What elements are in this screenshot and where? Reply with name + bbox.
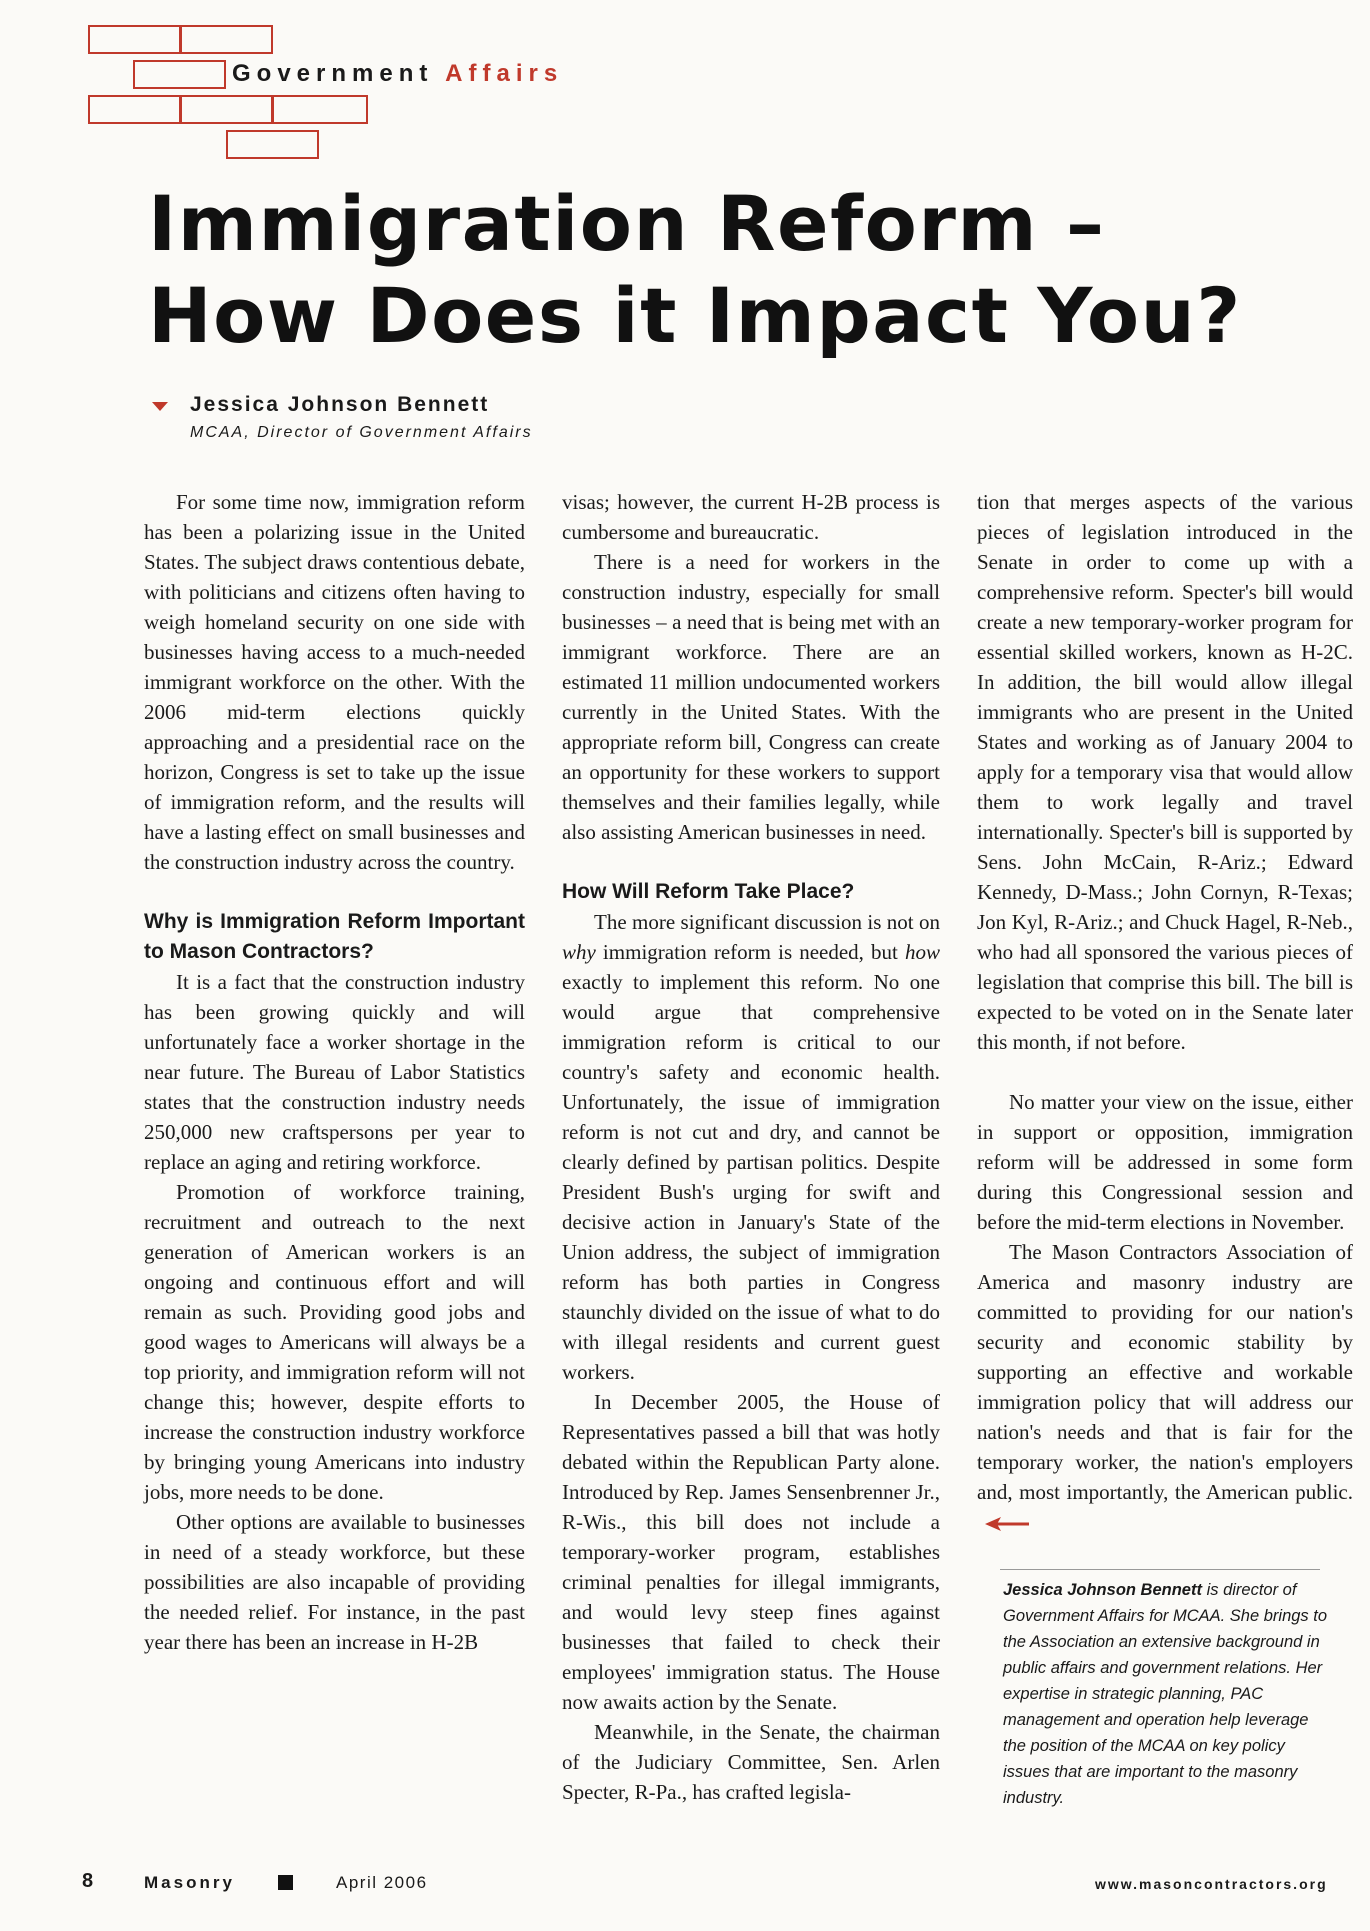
paragraph: For some time now, immigration reform has been a polarizing issue in the United States. The subject draws contentious debate, with politicians and citizens often having to weigh homeland security on one side with businesses having access to a much-needed immigrant workforce on the other. With the 2006 mid-term elections quickly approaching and a presidential race on the horizon, Congress is set to take up the issue of immigration reform, and the results will have a lasting effect on small businesses and the construction industry across the country. <box>144 490 525 874</box>
brick <box>180 25 273 54</box>
column-1 <box>144 487 525 1657</box>
page-number: 8 <box>82 1870 94 1892</box>
paragraph: Meanwhile, in the Senate, the chairman of the Judiciary Committee, Sen. Arlen Specter, R-Pa., has crafted legisla- <box>562 1720 940 1804</box>
paragraph: The more significant discussion is not on why immigration reform is needed, but how exactly to implement this reform. No one would argue that comprehensive immigration reform is critical to our country's safety and economic health. Unfortunately, the issue of immigration reform is not cut and dry, and cannot be clearly defined by partisan politics. Despite President Bush's urging for swift and decisive action in January's State of the Union address, the subject of immigration reform has both parties in Congress staunchly divided on the issue of what to do with illegal residents and current guest workers. <box>562 910 940 1384</box>
end-arrow-icon <box>985 1517 1029 1531</box>
brick <box>88 95 181 124</box>
subheading: How Will Reform Take Place? <box>562 880 855 903</box>
emphasis-why: why <box>562 940 596 964</box>
brick <box>180 95 273 124</box>
bio-divider <box>1000 1569 1320 1570</box>
paragraph: In December 2005, the House of Representatives passed a bill that was hotly debated within the Republican Party alone. Introduced by Rep. James Sensenbrenner Jr., R-Wis., this bill does not include a temporary-worker program, establishes criminal penalties for illegal immigrants, and would levy steep fines against businesses that failed to check their employees' immigration status. The House now awaits action by the Senate. <box>562 1390 940 1714</box>
column-3 <box>977 487 1353 1537</box>
paragraph: There is a need for workers in the construction industry, especially for small businesses – a need that is being met with an immigrant workforce. There are an estimated 11 million undocumented workers currently in the United States. With the appropriate reform bill, Congress can create an opportunity for these workers to support themselves and their families legally, while also assisting American businesses in need. <box>562 550 940 844</box>
subheading: Why is Immigration Reform Important to Mason Contractors? <box>144 910 525 963</box>
author-name: Jessica Johnson Bennett <box>190 393 490 416</box>
emphasis-how: how <box>904 940 940 964</box>
author-role: MCAA, Director of Government Affairs <box>190 424 533 441</box>
section-heading <box>232 60 563 88</box>
footer-square-icon <box>278 1875 293 1890</box>
title-line-1: Immigration Reform – <box>148 179 1106 268</box>
bio-name: Jessica Johnson Bennett <box>1003 1581 1202 1599</box>
bio-text: is director of Government Affairs for MCAA. She brings to the Association an extensive background in public affairs and government relations. Her expertise in strategic planning, PAC management and operation help leverage the position of the MCAA on key policy issues that are important to the masonry industry. <box>1003 1581 1328 1807</box>
website-url[interactable]: www.masoncontractors.org <box>1095 1876 1328 1892</box>
section-word-2: Affairs <box>445 60 564 87</box>
paragraph: The Mason Contractors Association of America and masonry industry are committed to providing for our nation's security and economic stability by supporting an effective and workable immigration policy that will address our nation's needs and that is fair for the temporary worker, the nation's employers and, most importantly, the American public. <box>977 1237 1353 1537</box>
author-bio <box>1003 1577 1333 1811</box>
brick <box>226 130 319 159</box>
brick <box>133 60 226 89</box>
title-line-2: How Does it Impact You? <box>148 271 1242 360</box>
magazine-name: Masonry <box>144 1873 235 1892</box>
brick <box>272 95 368 124</box>
paragraph: Other options are available to businesses in need of a steady workforce, but these possibilities are also incapable of providing the needed relief. For instance, in the past year there has been an increase in H-2B <box>144 1510 525 1654</box>
paragraph: Promotion of workforce training, recruitment and outreach to the next generation of American workers is an ongoing and continuous effort and will remain as such. Providing good jobs and good wages to Americans will always be a top priority, and immigration reform will not change this; however, despite efforts to increase the construction industry workforce by bringing young Americans into industry jobs, more needs to be done. <box>144 1180 525 1504</box>
section-word-1: Government <box>232 60 434 87</box>
paragraph: tion that merges aspects of the various pieces of legislation introduced in the Senate in order to come up with a comprehensive reform. Specter's bill would create a new temporary-worker program for essential skilled workers, known as H-2C. In addition, the bill would allow illegal immigrants who are present in the United States and working as of January 2004 to apply for a temporary visa that would allow them to work legally and travel internationally. Specter's bill is supported by Sens. John McCain, R-Ariz.; Edward Kennedy, D-Mass.; John Cornyn, R-Texas; Jon Kyl, R-Ariz.; and Chuck Hagel, R-Neb., who had all sponsored the various pieces of legislation that comprise this bill. The bill is expected to be voted on in the Senate later this month, if not before. <box>977 490 1353 1054</box>
paragraph: visas; however, the current H-2B process is cumbersome and bureaucratic. <box>562 490 940 544</box>
paragraph: No matter your view on the issue, either in support or opposition, immigration reform will be addressed in some form during this Congressional session and before the mid-term elections in November. <box>977 1090 1353 1234</box>
byline-arrow-icon <box>152 402 168 411</box>
paragraph: It is a fact that the construction industry has been growing quickly and will unfortunately face a worker shortage in the near future. The Bureau of Labor Statistics states that the construction industry needs 250,000 new craftspersons per year to replace an aging and retiring workforce. <box>144 970 525 1174</box>
brick <box>88 25 181 54</box>
article-title <box>148 178 1298 362</box>
issue-date: April 2006 <box>336 1873 428 1892</box>
column-2 <box>562 487 940 1807</box>
